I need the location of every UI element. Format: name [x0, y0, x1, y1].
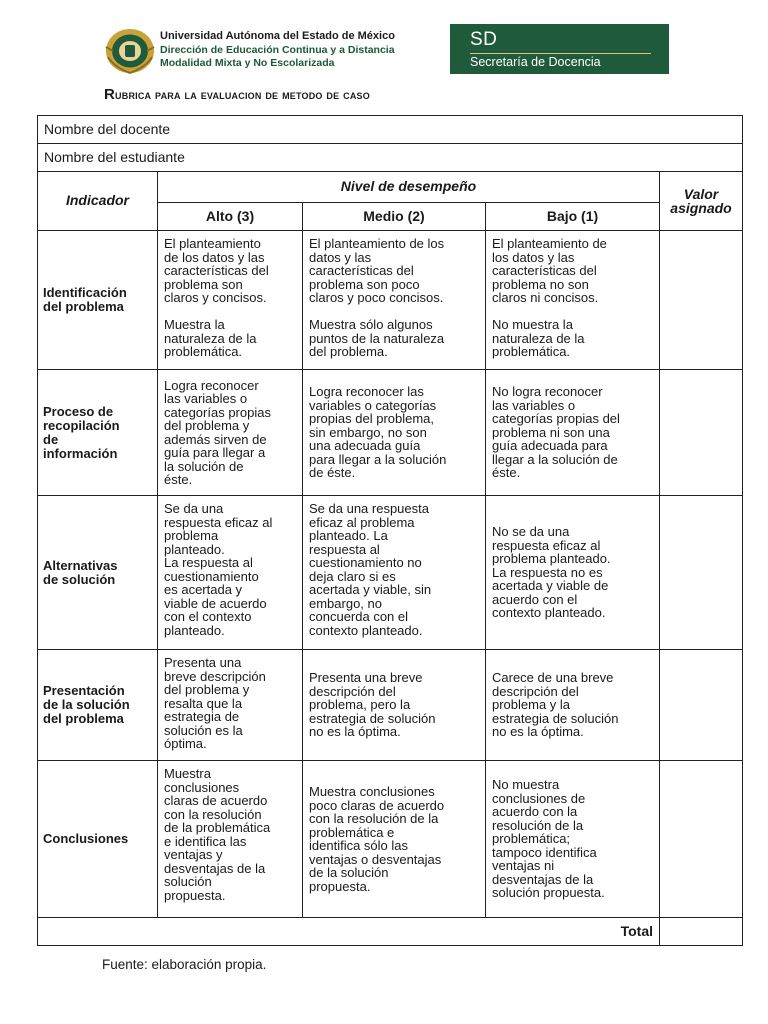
indicator-text: Conclusiones	[43, 831, 129, 846]
source-note: Fuente: elaboración propia.	[102, 957, 267, 972]
bajo-cell	[486, 761, 660, 918]
indicator-cell	[38, 370, 158, 496]
nivel-desempeno-header: Nivel de desempeño	[158, 172, 660, 203]
medio-text: Se da una respuesta eficaz al problema planteado. La respuesta al cuestionamiento no deja claro si es acertada y viable, sin embargo, no concuerda con el contexto planteado.	[309, 501, 432, 638]
alto-text: Presenta una breve descripción del problema y resalta que la estrategia de solución es la óptima.	[164, 655, 266, 751]
alto-cell	[158, 496, 303, 650]
table-row	[38, 231, 743, 370]
docente-row	[38, 116, 743, 144]
medio-text: Muestra conclusiones poco claras de acuerdo con la resolución de la problemática e identifica sólo las ventajas o desventajas de la solución propuesta.	[309, 784, 445, 894]
document-title	[104, 86, 370, 103]
bajo-text: No se da una respuesta eficaz al problema planteado. La respuesta no es acertada y viable de acuerdo con el contexto planteado.	[492, 524, 611, 621]
alto-text: El planteamiento de los datos y las características del problema son claros y concisos. Muestra la naturaleza de la problemática.	[164, 236, 269, 359]
bajo-text: No logra reconocer las variables o categorías propias del problema ni son una guía adecuada para llegar a la solución de éste.	[492, 384, 620, 481]
bajo-cell	[486, 496, 660, 650]
table-row	[38, 650, 743, 761]
direction-name: Dirección de Educación Continua y a Distancia	[160, 43, 395, 56]
valor-cell	[660, 761, 743, 918]
medio-text: El planteamiento de los datos y las características del problema son poco claros y poco concisos. Muestra sólo algunos puntos de la naturaleza del problema.	[309, 236, 445, 359]
medio-text: Logra reconocer las variables o categorías propias del problema, sin embargo, no son una adecuada guía para llegar a la solución de éste.	[309, 384, 447, 481]
valor-asignado-header	[660, 172, 743, 231]
valor-cell	[660, 231, 743, 370]
table-row	[38, 761, 743, 918]
estudiante-row	[38, 144, 743, 172]
medio-cell	[303, 370, 486, 496]
alto-cell	[158, 761, 303, 918]
total-label: Total	[38, 918, 660, 946]
document-title-initial: R	[104, 86, 116, 103]
alto-cell	[158, 231, 303, 370]
secretaria-docencia-logo	[450, 24, 669, 74]
indicator-text: Proceso de recopilación de información	[43, 403, 120, 461]
modality-name: Modalidad Mixta y No Escolarizada	[160, 57, 335, 69]
bajo-text: Carece de una breve descripción del problema y la estrategia de solución no es la óptima.	[492, 670, 619, 740]
bajo-text: El planteamiento de los datos y las características del problema no son claros ni concisos. No muestra la naturaleza de la problemática.	[492, 236, 607, 359]
bajo-cell	[486, 650, 660, 761]
alto-text: Logra reconocer las variables o categorías propias del problema y además sirven de guía para llegar a la solución de éste.	[164, 377, 271, 487]
table-row	[38, 370, 743, 496]
valor-cell	[660, 650, 743, 761]
valor-cell	[660, 496, 743, 650]
alto-text: Muestra conclusiones claras de acuerdo con la resolución de la problemática e identifica las ventajas y desventajas de la solución propuesta.	[164, 766, 271, 903]
sd-logo-rule	[470, 53, 651, 54]
sd-abbreviation: SD	[470, 29, 498, 50]
bajo-cell	[486, 370, 660, 496]
alto-cell	[158, 370, 303, 496]
docente-label: Nombre del docente	[38, 116, 743, 144]
header-row-1	[38, 172, 743, 203]
indicator-cell	[38, 231, 158, 370]
uaem-seal-logo	[104, 27, 156, 75]
sd-full-name: Secretaría de Docencia	[470, 55, 601, 69]
indicator-cell	[38, 761, 158, 918]
medio-cell	[303, 650, 486, 761]
estudiante-label: Nombre del estudiante	[38, 144, 743, 172]
medio-cell	[303, 231, 486, 370]
alto-cell	[158, 650, 303, 761]
level-medio-header: Medio (2)	[303, 203, 486, 231]
indicator-text: Identificación del problema	[43, 285, 127, 314]
indicator-cell	[38, 650, 158, 761]
medio-text: Presenta una breve descripción del problema, pero la estrategia de solución no es la óptima.	[309, 670, 436, 740]
valor-asignado-text: Valor asignado	[670, 186, 732, 216]
medio-cell	[303, 496, 486, 650]
rubric-table	[37, 115, 743, 946]
indicator-text: Presentación de la solución del problema	[43, 683, 130, 726]
total-row	[38, 918, 743, 946]
indicator-cell	[38, 496, 158, 650]
alto-text: Se da una respuesta eficaz al problema planteado. La respuesta al cuestionamiento es acertada y viable de acuerdo con el contexto planteado.	[164, 501, 273, 638]
indicator-text: Alternativas de solución	[43, 557, 118, 587]
uaem-text-block	[160, 30, 395, 71]
indicador-header: Indicador	[38, 172, 158, 231]
bajo-cell	[486, 231, 660, 370]
bajo-text: No muestra conclusiones de acuerdo con la resolución de la problemática; tampoco identifica ventajas ni desventajas de la solución propuesta.	[492, 777, 605, 901]
university-name: Universidad Autónoma del Estado de México	[160, 30, 395, 42]
level-bajo-header: Bajo (1)	[486, 203, 660, 231]
valor-cell	[660, 370, 743, 496]
medio-cell	[303, 761, 486, 918]
document-title-rest: ubrica para la evaluacion de metodo de caso	[115, 87, 370, 102]
level-alto-header: Alto (3)	[158, 203, 303, 231]
total-value-cell	[660, 918, 743, 946]
table-row	[38, 496, 743, 650]
